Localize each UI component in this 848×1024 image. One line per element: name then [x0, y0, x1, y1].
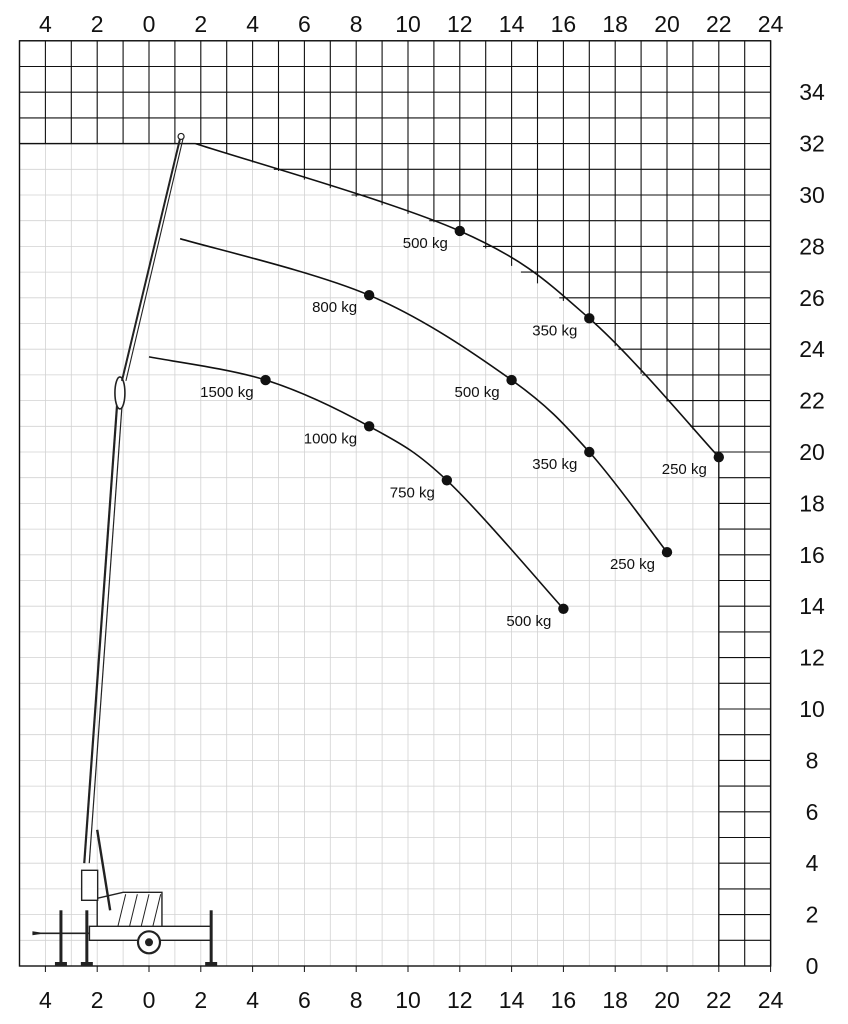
- axis-ticks: [39, 11, 825, 1013]
- x-tick-label-bottom: 2: [90, 987, 104, 1013]
- x-tick-label-bottom: 4: [39, 987, 52, 1013]
- load-point: [506, 375, 516, 385]
- load-label: 500 kg: [402, 234, 448, 252]
- x-tick-label-bottom: 24: [757, 987, 784, 1013]
- y-tick-label: 28: [799, 233, 825, 260]
- x-tick-label-bottom: 4: [246, 987, 259, 1013]
- y-tick-label: 12: [799, 644, 825, 671]
- y-tick-label: 4: [805, 850, 819, 877]
- x-tick-label-bottom: 16: [550, 987, 577, 1013]
- load-label: 250 kg: [609, 556, 655, 574]
- crane-wheel-hub: [145, 938, 153, 946]
- y-tick-label: 0: [805, 953, 819, 979]
- x-tick-label-top: 2: [90, 11, 104, 37]
- y-tick-label: 20: [799, 439, 825, 465]
- x-tick-label-bottom: 14: [498, 987, 525, 1013]
- load-label: 250 kg: [661, 461, 707, 479]
- y-tick-label: 2: [805, 901, 819, 928]
- x-tick-label-bottom: 12: [447, 987, 473, 1013]
- crane-boom-joint: [115, 377, 125, 409]
- x-tick-label-top: 14: [498, 11, 525, 37]
- load-label: 350 kg: [532, 456, 578, 473]
- x-tick-label-top: 20: [654, 11, 680, 37]
- x-tick-label-top: 4: [246, 11, 259, 37]
- y-tick-label: 34: [799, 79, 825, 106]
- x-tick-label-top: 10: [395, 11, 421, 37]
- load-point: [455, 226, 465, 236]
- x-tick-label-bottom: 22: [706, 987, 732, 1013]
- load-label: 1500 kg: [200, 384, 254, 402]
- crane-illustration: [32, 133, 217, 966]
- crane-hitch: [32, 931, 45, 935]
- load-point: [364, 421, 374, 431]
- crane-jib-tip: [178, 133, 184, 139]
- load-label: 1000 kg: [303, 430, 358, 448]
- crane-outrigger-pad: [81, 962, 93, 966]
- load-label: 750 kg: [389, 484, 435, 502]
- x-tick-label-top: 0: [142, 11, 156, 37]
- y-tick-label: 24: [799, 336, 825, 363]
- crane-outrigger-pad: [205, 962, 217, 966]
- x-tick-label-bottom: 2: [194, 987, 208, 1013]
- x-tick-label-bottom: 10: [395, 987, 421, 1013]
- x-tick-label-top: 18: [602, 11, 628, 37]
- load-label: 500 kg: [506, 612, 552, 630]
- crane-boom-main: [89, 393, 123, 863]
- load-point: [662, 547, 672, 557]
- load-label: 500 kg: [454, 384, 500, 402]
- x-tick-label-bottom: 0: [142, 987, 156, 1013]
- y-tick-label: 10: [799, 696, 825, 722]
- crane-jib: [122, 138, 180, 380]
- y-tick-label: 18: [799, 490, 825, 517]
- y-tick-label: 16: [799, 541, 825, 568]
- y-tick-label: 14: [799, 593, 825, 620]
- x-tick-label-top: 4: [39, 11, 52, 37]
- load-point: [584, 447, 594, 457]
- load-point: [260, 375, 270, 385]
- x-tick-label-bottom: 6: [298, 987, 311, 1013]
- load-label: 350 kg: [532, 322, 578, 340]
- x-tick-label-top: 6: [298, 11, 311, 37]
- x-tick-label-top: 24: [757, 11, 784, 37]
- load-point: [558, 604, 568, 614]
- x-tick-label-top: 16: [550, 11, 577, 37]
- x-tick-label-top: 12: [447, 11, 473, 37]
- load-label: 800 kg: [312, 299, 358, 317]
- load-point: [584, 313, 594, 323]
- fine-grid: [20, 41, 771, 966]
- x-tick-label-bottom: 8: [349, 987, 363, 1013]
- crane-outrigger-pad: [55, 962, 67, 966]
- x-tick-label-bottom: 18: [602, 987, 628, 1013]
- y-tick-label: 30: [799, 182, 825, 208]
- x-tick-label-top: 2: [194, 11, 208, 37]
- y-tick-label: 32: [799, 130, 825, 157]
- load-point: [364, 290, 374, 300]
- x-tick-label-bottom: 20: [654, 987, 680, 1013]
- load-point: [442, 475, 452, 485]
- load-point: [714, 452, 724, 462]
- y-tick-label: 6: [805, 798, 819, 825]
- crane-control-box: [82, 870, 98, 900]
- y-tick-label: 26: [799, 284, 825, 311]
- load-curve-1: [196, 144, 719, 458]
- crane-boom-main: [84, 393, 118, 863]
- x-tick-label-top: 22: [706, 11, 732, 37]
- x-tick-label-top: 8: [349, 11, 363, 37]
- y-tick-label: 22: [799, 387, 825, 414]
- load-labels: [200, 235, 707, 630]
- y-tick-label: 8: [805, 747, 819, 774]
